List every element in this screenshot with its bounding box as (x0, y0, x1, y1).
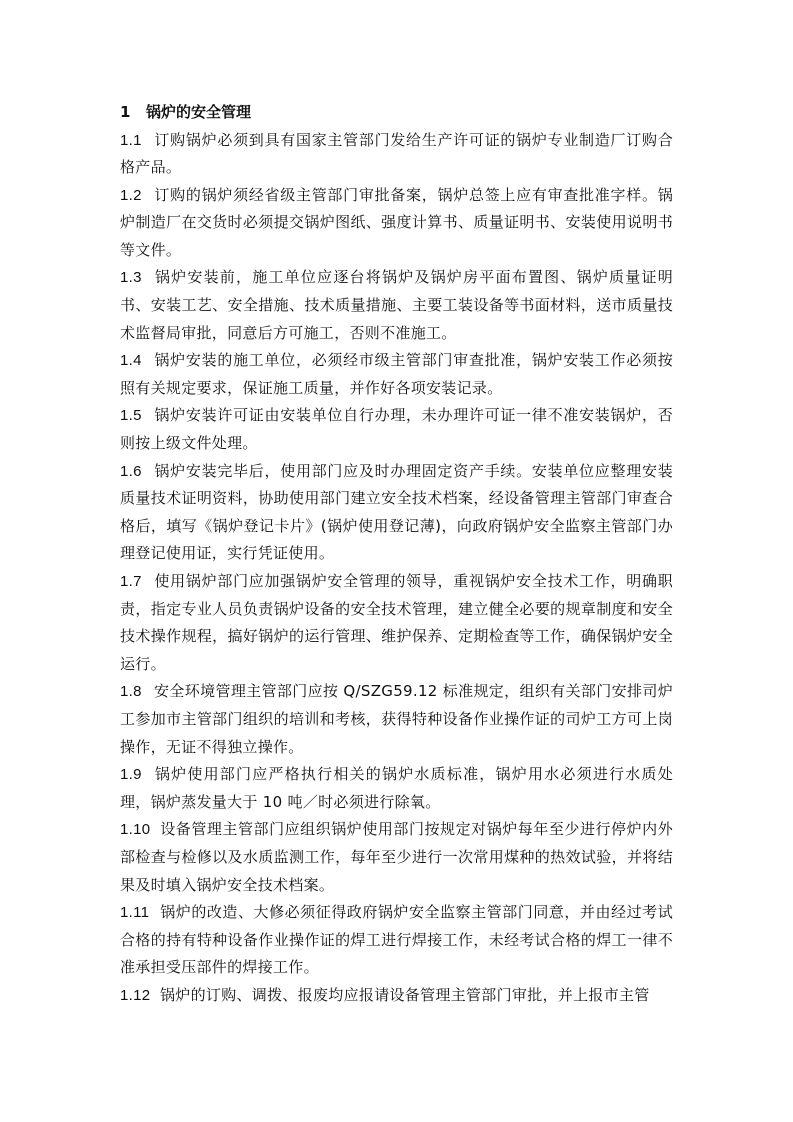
clause-number: 1.8 (120, 683, 142, 701)
clause-number: 1.10 (120, 821, 151, 839)
clause-number: 1.6 (120, 462, 142, 480)
document-page (120, 99, 673, 1010)
clause-1-2 (120, 182, 673, 265)
clause-number: 1.3 (120, 269, 142, 287)
clause-1-5 (120, 402, 673, 457)
clause-1-10 (120, 816, 673, 899)
clause-text: 锅炉安装的施工单位，必须经市级主管部门审查批准，锅炉安装工作必须按照有关规定要求，保证施工质量，并作好各项安装记录。 (120, 351, 673, 397)
clause-text: 锅炉安装许可证由安装单位自行办理，未办理许可证一律不准安装锅炉，否则按上级文件处理。 (120, 406, 673, 453)
section-title: 锅炉的安全管理 (146, 103, 252, 121)
clause-text: 锅炉安装前，施工单位应逐台将锅炉及锅炉房平面布置图、锅炉质量证明书、安装工艺、安全措施、技术质量措施、主要工装设备等书面材料，送市质量技术监督局审批，同意后方可施工，否则不准施工。 (120, 268, 673, 342)
clause-number: 1.11 (120, 904, 150, 922)
clause-text: 订购锅炉必须到具有国家主管部门发给生产许可证的锅炉专业制造厂订购合格产品。 (120, 130, 673, 177)
clause-text: 设备管理主管部门应组织锅炉使用部门按规定对锅炉每年至少进行停炉内外部检查与检修以及水质监测工作，每年至少进行一次常用煤种的热效试验，并将结果及时填入锅炉安全技术档案。 (120, 820, 673, 894)
clause-1-1 (120, 127, 673, 182)
section-number: 1 (120, 103, 131, 121)
clause-text: 安全环境管理主管部门应按 Q/SZG59.12 标准规定，组织有关部门安排司炉工参加市主管部门组织的培训和考核，获得特种设备作业操作证的司炉工方可上岗操作，无证不得独立操作。 (120, 682, 673, 756)
clause-1-3 (120, 264, 673, 347)
clause-text: 锅炉的改造、大修必须征得政府锅炉安全监察主管部门同意，并由经过考试合格的持有特种设备作业操作证的焊工进行焊接工作，未经考试合格的焊工一律不准承担受压部件的焊接工作。 (120, 903, 673, 977)
clause-1-7 (120, 568, 673, 678)
clause-1-8 (120, 678, 673, 761)
clause-1-4 (120, 347, 673, 402)
clause-1-9 (120, 761, 673, 816)
clause-number: 1.4 (120, 352, 142, 370)
clause-text: 锅炉的订购、调拨、报废均应报请设备管理主管部门审批，并上报市主管 (160, 985, 650, 1004)
clause-number: 1.7 (120, 573, 142, 590)
clause-number: 1.9 (120, 766, 142, 784)
clause-number: 1.1 (120, 131, 142, 149)
clause-text: 使用锅炉部门应加强锅炉安全管理的领导，重视锅炉安全技术工作，明确职责，指定专业人员负责锅炉设备的安全技术管理，建立健全必要的规章制度和安全技术操作规程，搞好锅炉的运行管理、维护保养、定期检查等工作，确保锅炉安全运行。 (120, 572, 673, 673)
section-heading (120, 99, 673, 127)
clause-text: 订购的锅炉须经省级主管部门审批备案，锅炉总签上应有审查批准字样。锅炉制造厂在交货时必须提交锅炉图纸、强度计算书、质量证明书、安装使用说明书等文件。 (120, 185, 673, 259)
clause-1-11 (120, 899, 673, 982)
clause-number: 1.5 (120, 407, 142, 425)
clause-text: 锅炉使用部门应严格执行相关的锅炉水质标准，锅炉用水必须进行水质处理，锅炉蒸发量大于 10 吨／时必须进行除氧。 (120, 765, 673, 811)
clause-number: 1.12 (120, 986, 151, 1004)
clause-text: 锅炉安装完毕后，使用部门应及时办理固定资产手续。安装单位应整理安装质量技术证明资料，协助使用部门建立安全技术档案，经设备管理主管部门审查合格后，填写《锅炉登记卡片》(锅炉使用登记薄)，向政府锅炉安全监察主管部门办理登记使用证，实行凭证使用。 (120, 461, 673, 563)
clause-number: 1.2 (120, 186, 142, 204)
clause-1-6 (120, 458, 673, 568)
clause-1-12 (120, 982, 673, 1010)
